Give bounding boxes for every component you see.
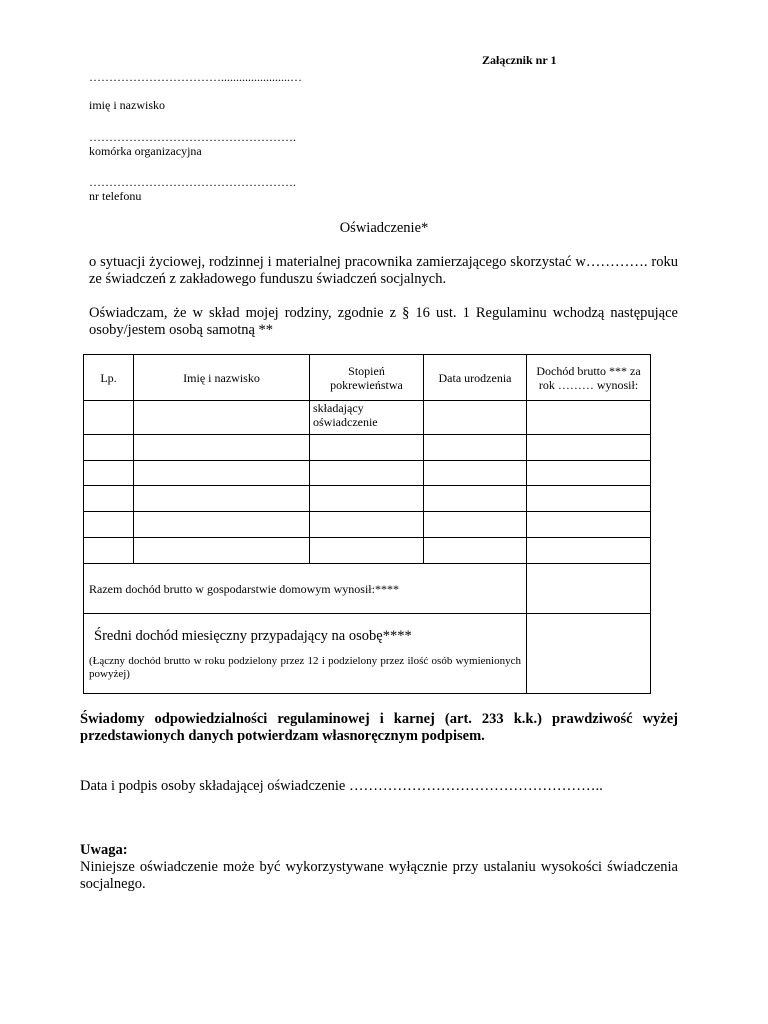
cell[interactable] (310, 461, 424, 486)
cell[interactable] (134, 538, 310, 564)
cell[interactable] (84, 401, 134, 435)
cell[interactable] (310, 512, 424, 538)
table-row[interactable] (84, 538, 651, 564)
table-row[interactable] (84, 461, 651, 486)
unit-dots[interactable]: ……………………………………………. (89, 130, 296, 144)
cell[interactable] (310, 486, 424, 512)
family-table (83, 354, 651, 694)
cell[interactable] (424, 512, 527, 538)
average-note: (Łączny dochód brutto w roku podzielony przez 12 i podzielony przez ilość osób wymienionych powyżej) (89, 655, 521, 680)
name-dots[interactable]: …………………………….......................… (89, 70, 302, 84)
phone-dots[interactable]: ……………………………………………. (89, 175, 296, 189)
col-relation: Stopień pokrewieństwa (310, 355, 424, 401)
cell[interactable] (527, 401, 651, 435)
cell[interactable] (424, 538, 527, 564)
total-income-cell[interactable] (527, 564, 651, 614)
cell[interactable] (527, 435, 651, 461)
cell[interactable] (84, 486, 134, 512)
col-birthdate: Data urodzenia (424, 355, 527, 401)
col-income: Dochód brutto *** za rok ……… wynosił: (527, 355, 651, 401)
cell[interactable] (424, 486, 527, 512)
cell[interactable] (134, 486, 310, 512)
cell[interactable] (310, 435, 424, 461)
table-header-row (84, 355, 651, 401)
cell[interactable] (527, 538, 651, 564)
cell[interactable] (527, 461, 651, 486)
cell[interactable] (527, 486, 651, 512)
col-lp: Lp. (84, 355, 134, 401)
unit-label: komórka organizacyjna (89, 144, 202, 158)
cell[interactable] (84, 435, 134, 461)
cell[interactable] (424, 435, 527, 461)
cell[interactable] (84, 461, 134, 486)
cell-relation-declarant: składający oświadczenie (310, 401, 424, 435)
average-row (84, 614, 651, 694)
cell[interactable] (424, 401, 527, 435)
average-income-cell[interactable] (527, 614, 651, 694)
col-name: Imię i nazwisko (134, 355, 310, 401)
table-row[interactable] (84, 486, 651, 512)
page-title: Oświadczenie* (339, 220, 429, 236)
table-row[interactable] (84, 435, 651, 461)
cell[interactable] (134, 435, 310, 461)
phone-label: nr telefonu (89, 189, 142, 203)
signature-line[interactable]: Data i podpis osoby składającej oświadczenie …………………………………………….. (80, 778, 603, 794)
average-cell (84, 614, 527, 694)
table-row[interactable] (84, 401, 651, 435)
cell[interactable] (134, 512, 310, 538)
cell[interactable] (527, 512, 651, 538)
attachment-label: Załącznik nr 1 (482, 53, 557, 67)
note-text: Niniejsze oświadczenie może być wykorzystywane wyłącznie przy ustalaniu wysokości świadczenia socjalnego. (80, 859, 678, 892)
responsibility-statement: Świadomy odpowiedzialności regulaminowej i karnej (art. 233 k.k.) prawdziwość wyżej przedstawionych danych potwierdzam własnoręcznym podpisem. (80, 711, 678, 744)
cell[interactable] (134, 461, 310, 486)
note-heading: Uwaga: (80, 842, 128, 858)
name-label: imię i nazwisko (89, 98, 165, 112)
cell[interactable] (84, 538, 134, 564)
cell[interactable] (134, 401, 310, 435)
average-label: Średni dochód miesięczny przypadający na osobę**** (94, 628, 412, 644)
subtitle: o sytuacji życiowej, rodzinnej i materialnej pracownika zamierzającego skorzystać w…………. roku ze świadczeń z zakładowego funduszu świadczeń socjalnych. (89, 254, 678, 287)
total-row (84, 564, 651, 614)
declaration: Oświadczam, że w skład mojej rodziny, zgodnie z § 16 ust. 1 Regulaminu wchodzą następujące osoby/jestem osobą samotną ** (89, 305, 678, 338)
cell[interactable] (84, 512, 134, 538)
table-row[interactable] (84, 512, 651, 538)
total-label: Razem dochód brutto w gospodarstwie domowym wynosił:**** (84, 564, 527, 614)
cell[interactable] (424, 461, 527, 486)
cell[interactable] (310, 538, 424, 564)
